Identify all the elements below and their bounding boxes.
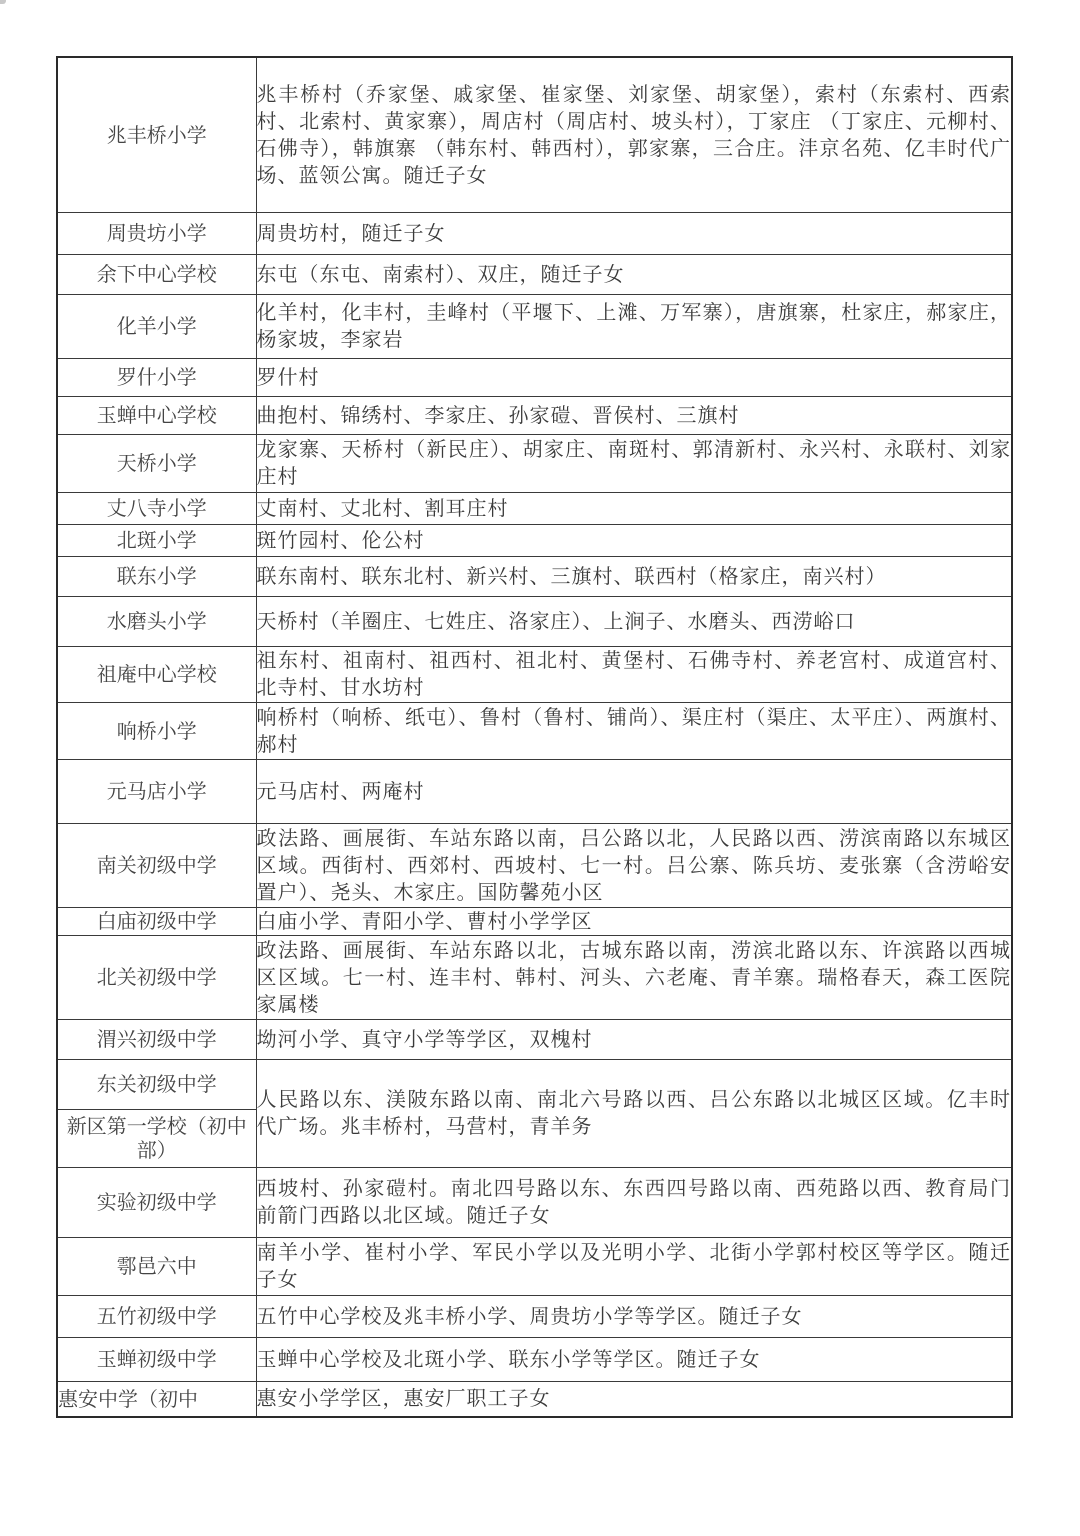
school-name: 实验初级中学 — [57, 1167, 256, 1237]
school-name: 余下中心学校 — [57, 254, 256, 294]
school-name: 玉蝉初级中学 — [57, 1337, 256, 1381]
enrollment-area: 联东南村、联东北村、新兴村、三旗村、联西村（格家庄，南兴村） — [256, 556, 1012, 596]
enrollment-area: 周贵坊村，随迁子女 — [256, 212, 1012, 254]
school-name: 南关初级中学 — [57, 823, 256, 907]
enrollment-area: 斑竹园村、伦公村 — [256, 524, 1012, 556]
enrollment-area: 天桥村（羊圈庄、七姓庄、洛家庄）、上涧子、水磨头、西涝峪口 — [256, 596, 1012, 646]
enrollment-area: 响桥村（响桥、纸屯）、鲁村（鲁村、铺尚）、渠庄村（渠庄、太平庄）、两旗村、郝村 — [256, 702, 1012, 759]
table-row — [57, 57, 1012, 212]
enrollment-area: 坳河小学、真守小学等学区，双槐村 — [256, 1019, 1012, 1059]
school-name: 渭兴初级中学 — [57, 1019, 256, 1059]
enrollment-area: 化羊村，化丰村，圭峰村（平堰下、上滩、万军寨），唐旗寨，杜家庄，郝家庄，杨家坡，李家岩 — [256, 294, 1012, 358]
enrollment-area: 政法路、画展街、车站东路以北，古城东路以南，涝滨北路以东、许滨路以西城区区域。七一村、连丰村、韩村、河头、六老庵、青羊寨。瑞格春天，森工医院家属楼 — [256, 935, 1012, 1019]
enrollment-area: 龙家寨、天桥村（新民庄）、胡家庄、南斑村、郭清新村、永兴村、永联村、刘家庄村 — [256, 434, 1012, 492]
school-zone-table — [56, 56, 1013, 1418]
school-name: 北斑小学 — [57, 524, 256, 556]
school-name: 周贵坊小学 — [57, 212, 256, 254]
school-name: 罗什小学 — [57, 358, 256, 396]
enrollment-area: 南羊小学、崔村小学、军民小学以及光明小学、北街小学郭村校区等学区。随迁子女 — [256, 1237, 1012, 1295]
table-row — [57, 596, 1012, 646]
table-row — [57, 212, 1012, 254]
enrollment-area: 兆丰桥村（乔家堡、戚家堡、崔家堡、刘家堡、胡家堡），索村（东索村、西索村、北索村、黄家寨），周店村（周店村、坡头村），丁家庄 （丁家庄、元柳村、石佛寺），韩旗寨 （韩东村、韩西村），郭家寨，三合庄。沣京名苑、亿丰时代广场、蓝领公寓。随迁子女 — [256, 57, 1012, 212]
enrollment-area: 罗什村 — [256, 358, 1012, 396]
school-name: 新区第一学校（初中部） — [57, 1109, 256, 1167]
enrollment-area: 祖东村、祖南村、祖西村、祖北村、黄堡村、石佛寺村、养老宫村、成道宫村、北寺村、甘水坊村 — [256, 646, 1012, 702]
enrollment-area: 人民路以东、渼陂东路以南、南北六号路以西、吕公东路以北城区区域。亿丰时代广场。兆丰桥村，马营村，青羊务 — [256, 1059, 1012, 1167]
enrollment-area: 白庙小学、青阳小学、曹村小学学区 — [256, 907, 1012, 935]
enrollment-area: 东屯（东屯、南索村）、双庄，随迁子女 — [256, 254, 1012, 294]
school-name: 兆丰桥小学 — [57, 57, 256, 212]
school-name: 天桥小学 — [57, 434, 256, 492]
table-row — [57, 1237, 1012, 1295]
school-name: 北关初级中学 — [57, 935, 256, 1019]
table-row — [57, 646, 1012, 702]
school-name: 化羊小学 — [57, 294, 256, 358]
enrollment-area: 丈南村、丈北村、割耳庄村 — [256, 492, 1012, 524]
corner-mark — [0, 0, 6, 4]
table-row — [57, 294, 1012, 358]
enrollment-area: 曲抱村、锦绣村、李家庄、孙家磑、晋侯村、三旗村 — [256, 396, 1012, 434]
school-name: 东关初级中学 — [57, 1059, 256, 1109]
table-row — [57, 1381, 1012, 1417]
school-name: 水磨头小学 — [57, 596, 256, 646]
school-name: 联东小学 — [57, 556, 256, 596]
table-row — [57, 358, 1012, 396]
table-row — [57, 1337, 1012, 1381]
school-name: 五竹初级中学 — [57, 1295, 256, 1337]
school-name: 玉蝉中心学校 — [57, 396, 256, 434]
enrollment-area: 玉蝉中心学校及北斑小学、联东小学等学区。随迁子女 — [256, 1337, 1012, 1381]
table-row — [57, 492, 1012, 524]
table-row — [57, 823, 1012, 907]
enrollment-area: 元马店村、两庵村 — [256, 759, 1012, 823]
table-row — [57, 1019, 1012, 1059]
school-name: 惠安中学（初中 — [57, 1381, 256, 1417]
table-row — [57, 907, 1012, 935]
table-row — [57, 524, 1012, 556]
table-row — [57, 1295, 1012, 1337]
table-row — [57, 935, 1012, 1019]
table-row — [57, 434, 1012, 492]
table-row — [57, 759, 1012, 823]
school-name: 鄠邑六中 — [57, 1237, 256, 1295]
table-row — [57, 1167, 1012, 1237]
enrollment-area: 惠安小学学区，惠安厂职工子女 — [256, 1381, 1012, 1417]
table-row — [57, 556, 1012, 596]
table-row — [57, 396, 1012, 434]
enrollment-area: 西坡村、孙家磑村。南北四号路以东、东西四号路以南、西苑路以西、教育局门前箭门西路以北区域。随迁子女 — [256, 1167, 1012, 1237]
school-name: 响桥小学 — [57, 702, 256, 759]
table-row — [57, 702, 1012, 759]
table-row — [57, 1059, 1012, 1109]
school-name: 祖庵中心学校 — [57, 646, 256, 702]
school-name: 丈八寺小学 — [57, 492, 256, 524]
enrollment-area: 政法路、画展街、车站东路以南，吕公路以北，人民路以西、涝滨南路以东城区区域。西街村、西郊村、西坡村、七一村。吕公寨、陈兵坊、麦张寨（含涝峪安置户）、尧头、木家庄。国防馨苑小区 — [256, 823, 1012, 907]
school-name: 白庙初级中学 — [57, 907, 256, 935]
school-name: 元马店小学 — [57, 759, 256, 823]
table-row — [57, 254, 1012, 294]
enrollment-area: 五竹中心学校及兆丰桥小学、周贵坊小学等学区。随迁子女 — [256, 1295, 1012, 1337]
